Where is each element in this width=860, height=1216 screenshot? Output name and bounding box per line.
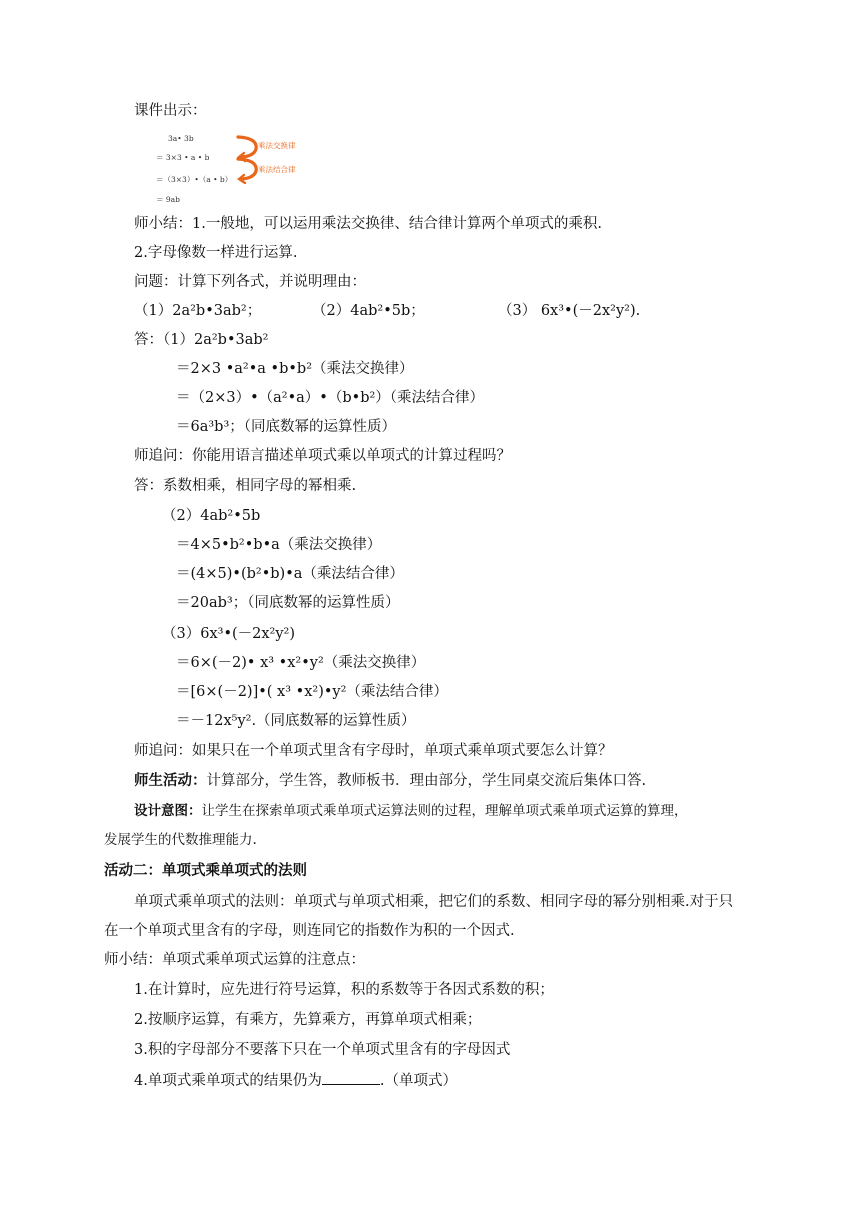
summary1-line1: 师小结：1.一般地，可以运用乘法交换律、结合律计算两个单项式的乘积.	[134, 216, 602, 232]
note-4-before: 4.单项式乘单项式的结果仍为	[134, 1073, 322, 1089]
courseware-title: 课件出示：	[134, 103, 207, 119]
answer-description: 答：系数相乘，相同字母的幂相乘.	[134, 478, 357, 494]
answer2-head: （2）4ab²•5b	[162, 508, 261, 524]
problem-1: （1）2a²b•3ab²；	[134, 303, 262, 319]
answer1-step2: ＝（2×3）•（a²•a）•（b•b²）（乘法结合律）	[176, 390, 485, 406]
answer3-step2: ＝[6×(－2)]•( x³ •x²)•y²（乘法结合律）	[176, 684, 448, 700]
followup1: 师追问：你能用语言描述单项式乘以单项式的计算过程吗？	[134, 448, 511, 464]
question: 问题：计算下列各式，并说明理由：	[134, 274, 366, 290]
figure-label-associative: 乘法结合律	[258, 165, 296, 174]
answer3-step1: ＝6×(－2)• x³ •x²•y²（乘法交换律）	[176, 655, 426, 671]
note-1: 1.在计算时，应先进行符号运算，积的系数等于各因式系数的积；	[134, 982, 554, 998]
design-text-1: 让学生在探索单项式乘单项式运算法则的过程，理解单项式乘单项式运算的算理，	[201, 803, 688, 819]
figure-label-commutative: 乘法交换律	[258, 141, 296, 150]
answer-blank	[322, 1070, 380, 1085]
design-intent	[134, 801, 688, 821]
figure-step-1: 3a• 3b	[168, 134, 194, 143]
rule-line2: 在一个单项式里含有的字母，则连同它的指数作为积的一个因式.	[104, 923, 515, 939]
answer1-step1: ＝2×3 •a²•a •b•b²（乘法交换律）	[176, 361, 414, 377]
rule-line1: 单项式乘单项式的法则：单项式与单项式相乘，把它们的系数、相同字母的幂分别相乘.对于只	[134, 894, 734, 910]
followup2: 师追问：如果只在一个单项式里含有字母时，单项式乘单项式要怎么计算？	[134, 743, 613, 759]
curved-arrows-icon	[234, 132, 264, 184]
note-4-after: .（单项式）	[379, 1073, 457, 1089]
activity-label: 师生活动：	[134, 772, 207, 789]
answer2-step1: ＝4×5•b²•b•a（乘法交换律）	[176, 537, 382, 553]
answer2-step2: ＝(4×5)•(b²•b)•a（乘法结合律）	[176, 566, 404, 582]
summary1-line2: 2.字母像数一样进行运算.	[134, 245, 298, 261]
figure-step-2: ＝ 3×3 • a • b	[156, 153, 210, 162]
note-2: 2.按顺序运算，有乘方，先算乘方，再算单项式相乘；	[134, 1012, 482, 1028]
design-text-2: 发展学生的代数推理能力.	[104, 832, 257, 848]
summary2-title: 师小结：单项式乘单项式运算的注意点：	[104, 952, 365, 968]
note-4	[134, 1070, 457, 1091]
figure-step-4: ＝ 9ab	[156, 195, 180, 204]
design-label: 设计意图：	[134, 803, 202, 819]
figure-step-3: ＝（3×3）•（a • b）	[156, 175, 233, 184]
answer1-step3: ＝6a³b³；（同底数幂的运算性质）	[176, 419, 397, 435]
answer1-head: 答：（1）2a²b•3ab²	[134, 332, 269, 348]
answer3-head: （3）6x³•(－2x²y²)	[162, 626, 296, 642]
activity-text: 计算部分，学生答，教师板书．理由部分，学生同桌交流后集体口答.	[206, 773, 647, 789]
courseware-figure	[152, 132, 322, 208]
answer3-step3: ＝－12x⁵y².（同底数幂的运算性质）	[176, 713, 416, 729]
note-3: 3.积的字母部分不要落下只在一个单项式里含有的字母因式	[134, 1042, 511, 1058]
answer2-step3: ＝20ab³；（同底数幂的运算性质）	[176, 595, 400, 611]
problem-3: （3） 6x³•(－2x²y²).	[498, 303, 641, 319]
problem-2: （2）4ab²•5b；	[312, 303, 425, 319]
activity2-title: 活动二：单项式乘单项式的法则	[104, 862, 307, 879]
teacher-student-activity	[134, 771, 646, 791]
